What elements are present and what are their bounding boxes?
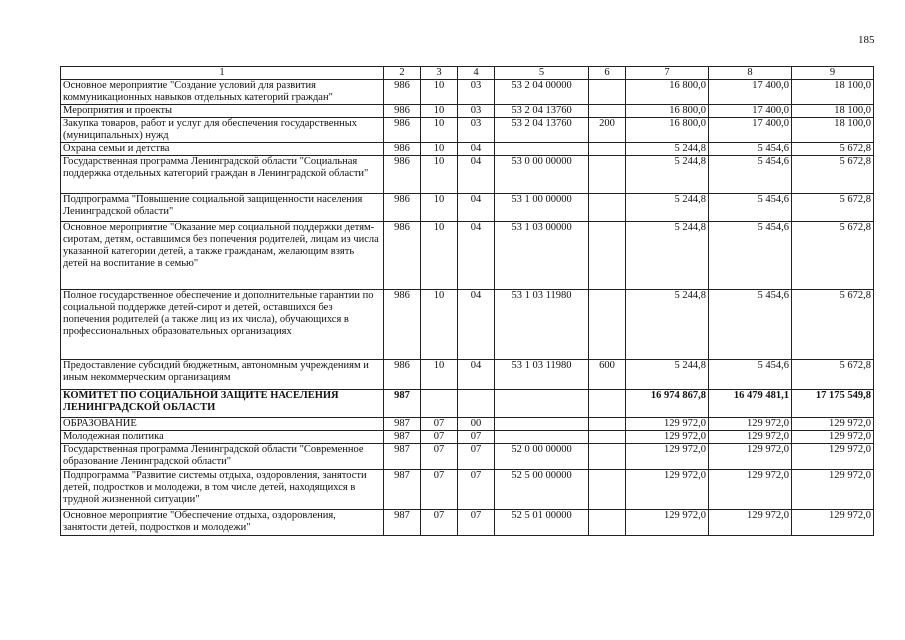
row-ministry-code: 987 bbox=[384, 390, 421, 418]
row-name: Охрана семьи и детства bbox=[61, 143, 384, 156]
row-target-article: 52 0 00 00000 bbox=[495, 444, 589, 470]
row-amount-year1: 16 800,0 bbox=[626, 105, 709, 118]
table-row bbox=[61, 156, 874, 194]
row-section-code: 10 bbox=[421, 105, 458, 118]
row-amount-year2: 129 972,0 bbox=[709, 418, 792, 431]
table-row bbox=[61, 105, 874, 118]
row-amount-year2: 17 400,0 bbox=[709, 118, 792, 143]
row-subsection-code: 07 bbox=[458, 510, 495, 536]
row-amount-year1: 129 972,0 bbox=[626, 510, 709, 536]
row-ministry-code: 987 bbox=[384, 470, 421, 510]
row-expense-type bbox=[589, 222, 626, 290]
row-amount-year3: 129 972,0 bbox=[792, 431, 874, 444]
row-subsection-code bbox=[458, 390, 495, 418]
row-amount-year2: 129 972,0 bbox=[709, 444, 792, 470]
column-header: 7 bbox=[626, 67, 709, 80]
table-row bbox=[61, 444, 874, 470]
row-amount-year3: 5 672,8 bbox=[792, 290, 874, 360]
row-name: Полное государственное обеспечение и дополнительные гарантии по социальной поддержке детей-сирот и детей, оставшихся без попечения родителей (а также лиц из их числа), обучающихся в профессиональных образовательных организациях bbox=[61, 290, 384, 360]
row-expense-type bbox=[589, 105, 626, 118]
row-section-code: 10 bbox=[421, 290, 458, 360]
row-amount-year2: 5 454,6 bbox=[709, 222, 792, 290]
row-expense-type bbox=[589, 390, 626, 418]
row-section-code: 07 bbox=[421, 444, 458, 470]
row-name: Подпрограмма "Развитие системы отдыха, оздоровления, занятости детей, подростков и молодежи, в том числе детей, находящихся в трудной жизненной ситуации" bbox=[61, 470, 384, 510]
row-name: Закупка товаров, работ и услуг для обеспечения государственных (муниципальных) нужд bbox=[61, 118, 384, 143]
row-amount-year1: 5 244,8 bbox=[626, 360, 709, 390]
row-subsection-code: 04 bbox=[458, 143, 495, 156]
column-header: 3 bbox=[421, 67, 458, 80]
row-amount-year2: 5 454,6 bbox=[709, 143, 792, 156]
header-row bbox=[61, 67, 874, 80]
row-target-article: 53 2 04 00000 bbox=[495, 80, 589, 105]
table-row bbox=[61, 290, 874, 360]
row-amount-year2: 129 972,0 bbox=[709, 510, 792, 536]
row-amount-year3: 129 972,0 bbox=[792, 470, 874, 510]
row-subsection-code: 03 bbox=[458, 118, 495, 143]
row-amount-year2: 17 400,0 bbox=[709, 80, 792, 105]
row-amount-year3: 18 100,0 bbox=[792, 80, 874, 105]
row-ministry-code: 987 bbox=[384, 510, 421, 536]
row-section-code: 07 bbox=[421, 431, 458, 444]
row-name: Подпрограмма "Повышение социальной защищенности населения Ленинградской области" bbox=[61, 194, 384, 222]
row-amount-year3: 129 972,0 bbox=[792, 510, 874, 536]
row-section-code: 10 bbox=[421, 194, 458, 222]
row-subsection-code: 04 bbox=[458, 290, 495, 360]
table-row bbox=[61, 431, 874, 444]
row-subsection-code: 03 bbox=[458, 80, 495, 105]
row-amount-year3: 5 672,8 bbox=[792, 156, 874, 194]
row-expense-type: 200 bbox=[589, 118, 626, 143]
row-name: Основное мероприятие "Обеспечение отдыха, оздоровления, занятости детей, подростков и молодежи" bbox=[61, 510, 384, 536]
row-amount-year1: 5 244,8 bbox=[626, 194, 709, 222]
row-name: Предоставление субсидий бюджетным, автономным учреждениям и иным некоммерческим организациям bbox=[61, 360, 384, 390]
row-amount-year3: 18 100,0 bbox=[792, 118, 874, 143]
row-ministry-code: 986 bbox=[384, 143, 421, 156]
row-expense-type bbox=[589, 80, 626, 105]
row-target-article bbox=[495, 390, 589, 418]
row-subsection-code: 07 bbox=[458, 470, 495, 510]
row-subsection-code: 03 bbox=[458, 105, 495, 118]
row-name: Государственная программа Ленинградской области "Социальная поддержка отдельных категорий граждан в Ленинградской области" bbox=[61, 156, 384, 194]
table-row bbox=[61, 390, 874, 418]
row-amount-year2: 5 454,6 bbox=[709, 156, 792, 194]
row-amount-year1: 129 972,0 bbox=[626, 444, 709, 470]
row-amount-year3: 5 672,8 bbox=[792, 194, 874, 222]
column-header: 2 bbox=[384, 67, 421, 80]
row-target-article bbox=[495, 143, 589, 156]
row-section-code: 10 bbox=[421, 222, 458, 290]
row-name: Основное мероприятие "Оказание мер социальной поддержки детям-сиротам, детям, оставшимся без попечения родителей, лицам из числа указанной категории детей, а также гражданам, желающим взять детей на воспитание в семью" bbox=[61, 222, 384, 290]
row-amount-year3: 129 972,0 bbox=[792, 418, 874, 431]
row-target-article: 53 2 04 13760 bbox=[495, 105, 589, 118]
row-amount-year3: 129 972,0 bbox=[792, 444, 874, 470]
row-ministry-code: 986 bbox=[384, 118, 421, 143]
row-expense-type bbox=[589, 194, 626, 222]
column-header: 9 bbox=[792, 67, 874, 80]
column-header: 1 bbox=[61, 67, 384, 80]
row-section-code: 10 bbox=[421, 156, 458, 194]
row-name: Молодежная политика bbox=[61, 431, 384, 444]
row-name: КОМИТЕТ ПО СОЦИАЛЬНОЙ ЗАЩИТЕ НАСЕЛЕНИЯ ЛЕНИНГРАДСКОЙ ОБЛАСТИ bbox=[61, 390, 384, 418]
row-ministry-code: 986 bbox=[384, 194, 421, 222]
page-number: 185 bbox=[858, 34, 875, 46]
row-name: Основное мероприятие "Создание условий для развития коммуникационных навыков отдельных категорий граждан" bbox=[61, 80, 384, 105]
row-amount-year2: 17 400,0 bbox=[709, 105, 792, 118]
row-subsection-code: 04 bbox=[458, 222, 495, 290]
row-expense-type bbox=[589, 156, 626, 194]
table-body bbox=[61, 80, 874, 536]
row-expense-type bbox=[589, 418, 626, 431]
row-subsection-code: 04 bbox=[458, 194, 495, 222]
row-amount-year2: 5 454,6 bbox=[709, 360, 792, 390]
row-subsection-code: 07 bbox=[458, 431, 495, 444]
row-subsection-code: 07 bbox=[458, 444, 495, 470]
row-target-article bbox=[495, 431, 589, 444]
row-ministry-code: 986 bbox=[384, 290, 421, 360]
row-amount-year2: 5 454,6 bbox=[709, 194, 792, 222]
row-amount-year1: 16 800,0 bbox=[626, 118, 709, 143]
table-row bbox=[61, 510, 874, 536]
row-amount-year1: 129 972,0 bbox=[626, 418, 709, 431]
budget-table bbox=[60, 66, 874, 536]
row-section-code: 10 bbox=[421, 360, 458, 390]
table-row bbox=[61, 143, 874, 156]
row-ministry-code: 987 bbox=[384, 418, 421, 431]
row-amount-year2: 129 972,0 bbox=[709, 470, 792, 510]
row-expense-type bbox=[589, 510, 626, 536]
table-row bbox=[61, 118, 874, 143]
row-subsection-code: 04 bbox=[458, 156, 495, 194]
row-expense-type: 600 bbox=[589, 360, 626, 390]
row-target-article: 53 1 03 00000 bbox=[495, 222, 589, 290]
row-amount-year1: 129 972,0 bbox=[626, 431, 709, 444]
row-expense-type bbox=[589, 470, 626, 510]
row-target-article: 53 1 03 11980 bbox=[495, 360, 589, 390]
row-target-article bbox=[495, 418, 589, 431]
row-amount-year1: 16 974 867,8 bbox=[626, 390, 709, 418]
row-ministry-code: 987 bbox=[384, 444, 421, 470]
column-header: 4 bbox=[458, 67, 495, 80]
row-target-article: 52 5 00 00000 bbox=[495, 470, 589, 510]
row-expense-type bbox=[589, 444, 626, 470]
row-ministry-code: 986 bbox=[384, 222, 421, 290]
row-amount-year3: 18 100,0 bbox=[792, 105, 874, 118]
column-header: 6 bbox=[589, 67, 626, 80]
table-row bbox=[61, 360, 874, 390]
row-expense-type bbox=[589, 143, 626, 156]
row-expense-type bbox=[589, 431, 626, 444]
row-target-article: 53 1 03 11980 bbox=[495, 290, 589, 360]
row-section-code: 10 bbox=[421, 118, 458, 143]
row-amount-year3: 5 672,8 bbox=[792, 143, 874, 156]
row-amount-year1: 5 244,8 bbox=[626, 222, 709, 290]
row-section-code bbox=[421, 390, 458, 418]
row-target-article: 53 2 04 13760 bbox=[495, 118, 589, 143]
row-name: Мероприятия и проекты bbox=[61, 105, 384, 118]
table-row bbox=[61, 194, 874, 222]
row-ministry-code: 986 bbox=[384, 156, 421, 194]
row-target-article: 53 0 00 00000 bbox=[495, 156, 589, 194]
row-section-code: 07 bbox=[421, 470, 458, 510]
row-amount-year1: 5 244,8 bbox=[626, 156, 709, 194]
row-amount-year2: 16 479 481,1 bbox=[709, 390, 792, 418]
row-amount-year2: 129 972,0 bbox=[709, 431, 792, 444]
row-ministry-code: 987 bbox=[384, 431, 421, 444]
row-ministry-code: 986 bbox=[384, 80, 421, 105]
row-section-code: 10 bbox=[421, 80, 458, 105]
row-target-article: 52 5 01 00000 bbox=[495, 510, 589, 536]
row-amount-year1: 129 972,0 bbox=[626, 470, 709, 510]
table-row bbox=[61, 80, 874, 105]
row-amount-year2: 5 454,6 bbox=[709, 290, 792, 360]
row-amount-year3: 5 672,8 bbox=[792, 360, 874, 390]
row-target-article: 53 1 00 00000 bbox=[495, 194, 589, 222]
row-amount-year1: 5 244,8 bbox=[626, 290, 709, 360]
table-row bbox=[61, 418, 874, 431]
column-header: 5 bbox=[495, 67, 589, 80]
row-expense-type bbox=[589, 290, 626, 360]
column-header: 8 bbox=[709, 67, 792, 80]
row-name: Государственная программа Ленинградской области "Современное образование Ленинградской области" bbox=[61, 444, 384, 470]
row-section-code: 07 bbox=[421, 418, 458, 431]
row-name: ОБРАЗОВАНИЕ bbox=[61, 418, 384, 431]
table-row bbox=[61, 222, 874, 290]
row-subsection-code: 00 bbox=[458, 418, 495, 431]
row-amount-year3: 17 175 549,8 bbox=[792, 390, 874, 418]
table-row bbox=[61, 470, 874, 510]
row-amount-year1: 16 800,0 bbox=[626, 80, 709, 105]
row-amount-year3: 5 672,8 bbox=[792, 222, 874, 290]
row-amount-year1: 5 244,8 bbox=[626, 143, 709, 156]
row-section-code: 10 bbox=[421, 143, 458, 156]
row-ministry-code: 986 bbox=[384, 360, 421, 390]
row-section-code: 07 bbox=[421, 510, 458, 536]
row-ministry-code: 986 bbox=[384, 105, 421, 118]
row-subsection-code: 04 bbox=[458, 360, 495, 390]
